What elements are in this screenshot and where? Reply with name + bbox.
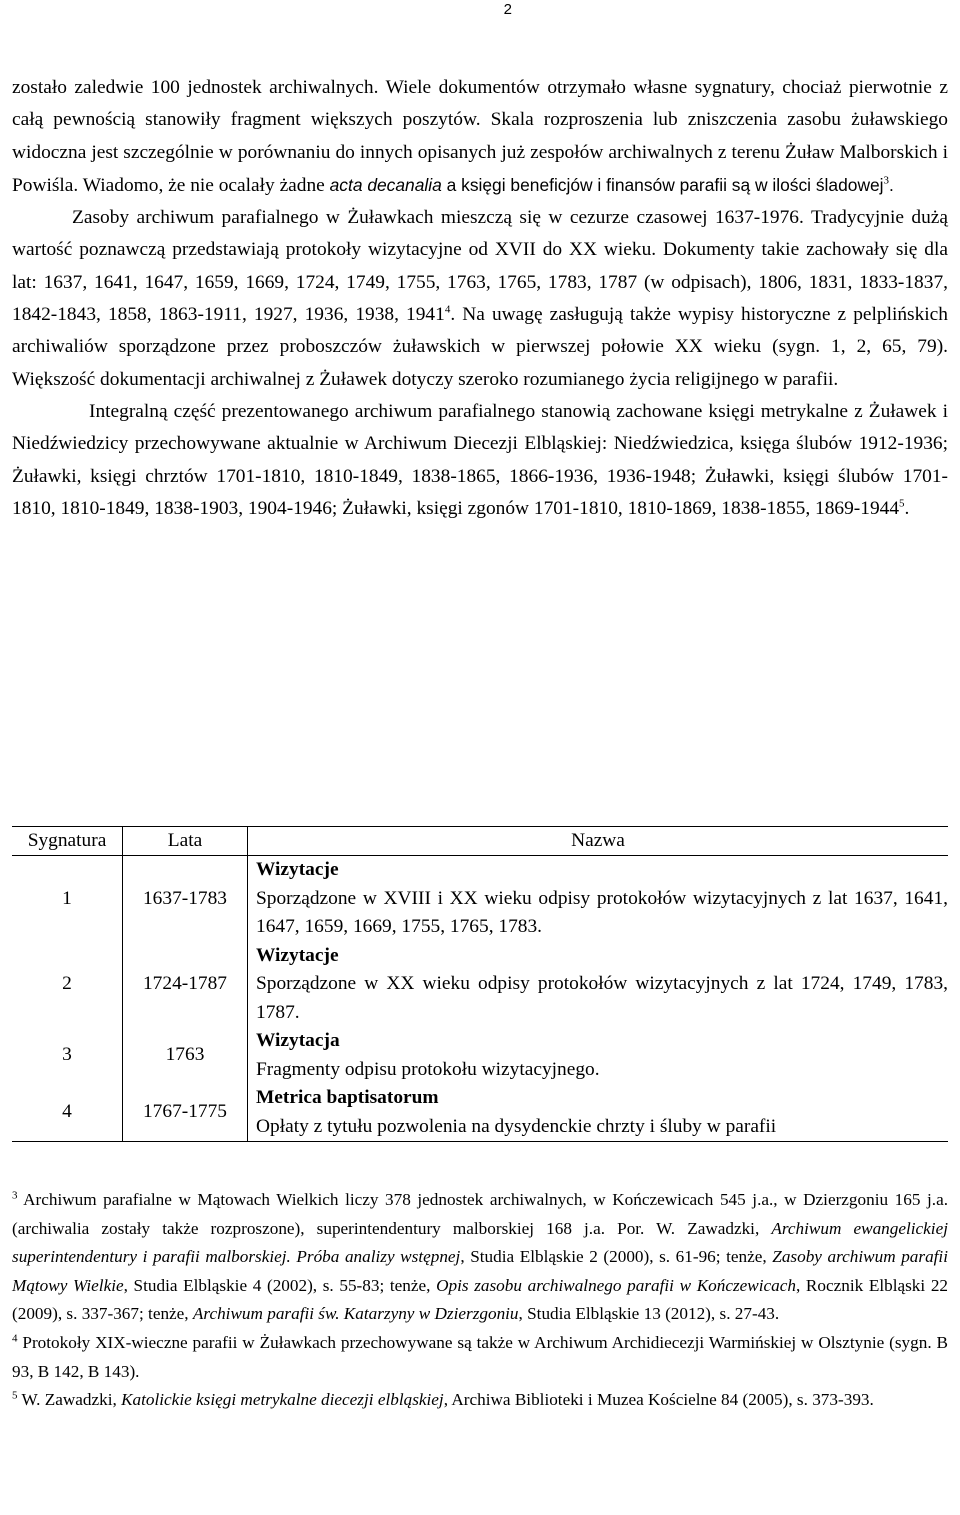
paragraph-2-text: Zasoby archiwum parafialnego w Żuławkach mieszczą się w cezurze czasowej 1637-1976. Tradycyjnie dużą wartość poznawczą przedstawiają protokoły wizytacyjne od XVII do XX wieku. Dokumenty takie zachowały się dla lat: 1637, 1641, 1647, 1659, 1669, 1724, 1749, 1755, 1763, 1765, 1783, 1787 (w odpisach), 1806, 1831, 1833-1837, 1842-1843, 1858, 1863-1911, 1927, 1936, 1938, 1941	[12, 207, 948, 326]
footnote-text: , Rocznik Elbląski 22 (2009), s. 337-367; tenże,	[12, 1275, 949, 1324]
row-description: Sporządzone w XX wieku odpisy protokołów wizytacyjnych z lat 1724, 1749, 1783, 1787.	[256, 973, 948, 1023]
cell-name	[248, 942, 949, 1028]
page-number: 2	[503, 1, 512, 18]
cell-years: 1767-1775	[123, 1084, 248, 1142]
cell-name	[248, 856, 949, 942]
footnote-3	[12, 1186, 948, 1329]
cell-signature: 4	[12, 1084, 123, 1142]
header-name: Nazwa	[248, 827, 949, 856]
header-years: Lata	[123, 827, 248, 856]
cell-years: 1763	[123, 1027, 248, 1084]
archive-table	[12, 826, 948, 1142]
table-row	[12, 856, 948, 942]
cell-signature: 2	[62, 973, 72, 994]
paragraph-1	[12, 72, 948, 202]
footnote-text: , Studia Elbląskie 13 (2012), s. 27-43.	[518, 1304, 780, 1324]
footnote-ref-3[interactable]: 3	[883, 174, 890, 187]
cell-name	[248, 1027, 949, 1084]
footnote-5	[12, 1386, 948, 1415]
row-description: Opłaty z tytułu pozwolenia na dysydenckie chrzty i śluby w parafii	[256, 1115, 777, 1137]
row-title: Metrica baptisatorum	[256, 1087, 439, 1108]
footnote-title: Archiwum ewangelickiej superintendentury i parafii malborskiej. Próba analizy wstępnej	[12, 1218, 948, 1267]
paragraph-3-end: .	[904, 497, 910, 519]
footnote-text: W. Zawadzki,	[17, 1390, 122, 1410]
paragraph-1-text-2: a księgi beneficjów i finansów parafii są w ilości śladowej	[441, 174, 884, 195]
body-text	[12, 72, 948, 525]
cell-years: 1637-1783	[123, 856, 248, 942]
paragraph-3	[12, 396, 948, 525]
footnote-text: , Studia Elbląskie 4 (2002), s. 55-83; tenże,	[123, 1275, 437, 1295]
cell-name	[248, 1084, 949, 1142]
footnote-title: Opis zasobu archiwalnego parafii w Kończewicach	[436, 1275, 796, 1295]
footnote-ref-5[interactable]: 5	[899, 497, 905, 510]
row-title: Wizytacja	[256, 1030, 340, 1051]
paragraph-1-end: .	[889, 174, 894, 195]
footnote-text: Protokoły XIX-wieczne parafii w Żuławkach przechowywane są także w Archiwum Archidiecezji Warmińskiej w Olsztynie (sygn. B 93, B 142, B 143).	[12, 1332, 948, 1381]
cell-signature: 3	[62, 1044, 72, 1066]
footnote-number: 4	[12, 1332, 18, 1345]
paragraph-2	[12, 202, 948, 396]
footnote-4	[12, 1329, 948, 1386]
row-title: Wizytacje	[256, 859, 339, 880]
table-row	[12, 1027, 948, 1084]
footnote-text: Archiwum parafialne w Mątowach Wielkich liczy 378 jednostek archiwalnych, w Kończewicach 545 j.a., w Dzierzgoniu 165 j.a. (archiwalia zostały także rozproszone), superintendentury malborskiej 168 j.a. Por. W. Zawadzki,	[12, 1190, 948, 1238]
footnote-number: 3	[12, 1189, 18, 1202]
footnotes	[12, 1186, 948, 1415]
footnote-title: Zasoby archiwum parafii Mątowy Wielkie	[12, 1247, 948, 1295]
row-description: Sporządzone w XVIII i XX wieku odpisy protokołów wizytacyjnych z lat 1637, 1641, 1647, 1659, 1669, 1755, 1765, 1783.	[256, 887, 948, 937]
footnote-ref-4[interactable]: 4	[444, 303, 451, 316]
paragraph-1-text: zostało zaledwie 100 jednostek archiwalnych. Wiele dokumentów otrzymało własne sygnatury, chociaż pierwotnie z całą pewnością stanowiły fragment większych poszytów. Skala rozproszenia lub zniszczenia zasobu żuławskiego widoczna jest szczególnie w porównaniu do innych opisanych już zespołów archiwalnych z terenu Żuław Malborskich i Powiśla. Wiadomo, że nie ocalały żadne	[12, 77, 948, 196]
table-header-row	[12, 827, 948, 856]
cell-signature: 1	[62, 887, 72, 909]
footnote-text: , Archiwa Biblioteki i Muzea Kościelne 84 (2005), s. 373-393.	[443, 1390, 874, 1410]
footnote-title: Katolickie księgi metrykalne diecezji elbląskiej	[121, 1390, 444, 1410]
row-title: Wizytacje	[256, 944, 339, 966]
header-signature: Sygnatura	[12, 827, 123, 856]
footnote-number: 5	[12, 1389, 18, 1402]
paragraph-3-text: Integralną część prezentowanego archiwum parafialnego stanowią zachowane księgi metrykalne z Żuławek i Niedźwiedzicy przechowywane aktualnie w Archiwum Diecezji Elbląskiej: Niedźwiedzica, księga ślubów 1912-1936; Żuławki, księgi chrztów 1701-1810, 1810-1849, 1838-1865, 1866-1936, 1936-1948; Żuławki, księgi ślubów 1701-1810, 1810-1849, 1838-1903, 1904-1946; Żuławki, księgi zgonów 1701-1810, 1810-1869, 1838-1855, 1869-1944	[12, 400, 948, 519]
cell-years: 1724-1787	[123, 942, 248, 1028]
table-row	[12, 942, 948, 1028]
paragraph-2-text-2: . Na uwagę zasługują także wypisy historyczne z pelplińskich archiwaliów sporządzone przez proboszczów żuławskich w pierwszej połowie XX wieku (sygn. 1, 2, 65, 79). Większość dokumentacji archiwalnej z Żuławek dotyczy szeroko rozumianego życia religijnego w parafii.	[12, 304, 948, 390]
footnote-text: , Studia Elbląskie 2 (2000), s. 61-96; tenże,	[460, 1247, 773, 1267]
paragraph-1-italic: acta decanalia	[329, 174, 442, 195]
table-row	[12, 1084, 948, 1142]
footnote-title: Archiwum parafii św. Katarzyny w Dzierzgoniu	[192, 1304, 519, 1324]
row-description: Fragmenty odpisu protokołu wizytacyjnego.	[256, 1058, 600, 1080]
